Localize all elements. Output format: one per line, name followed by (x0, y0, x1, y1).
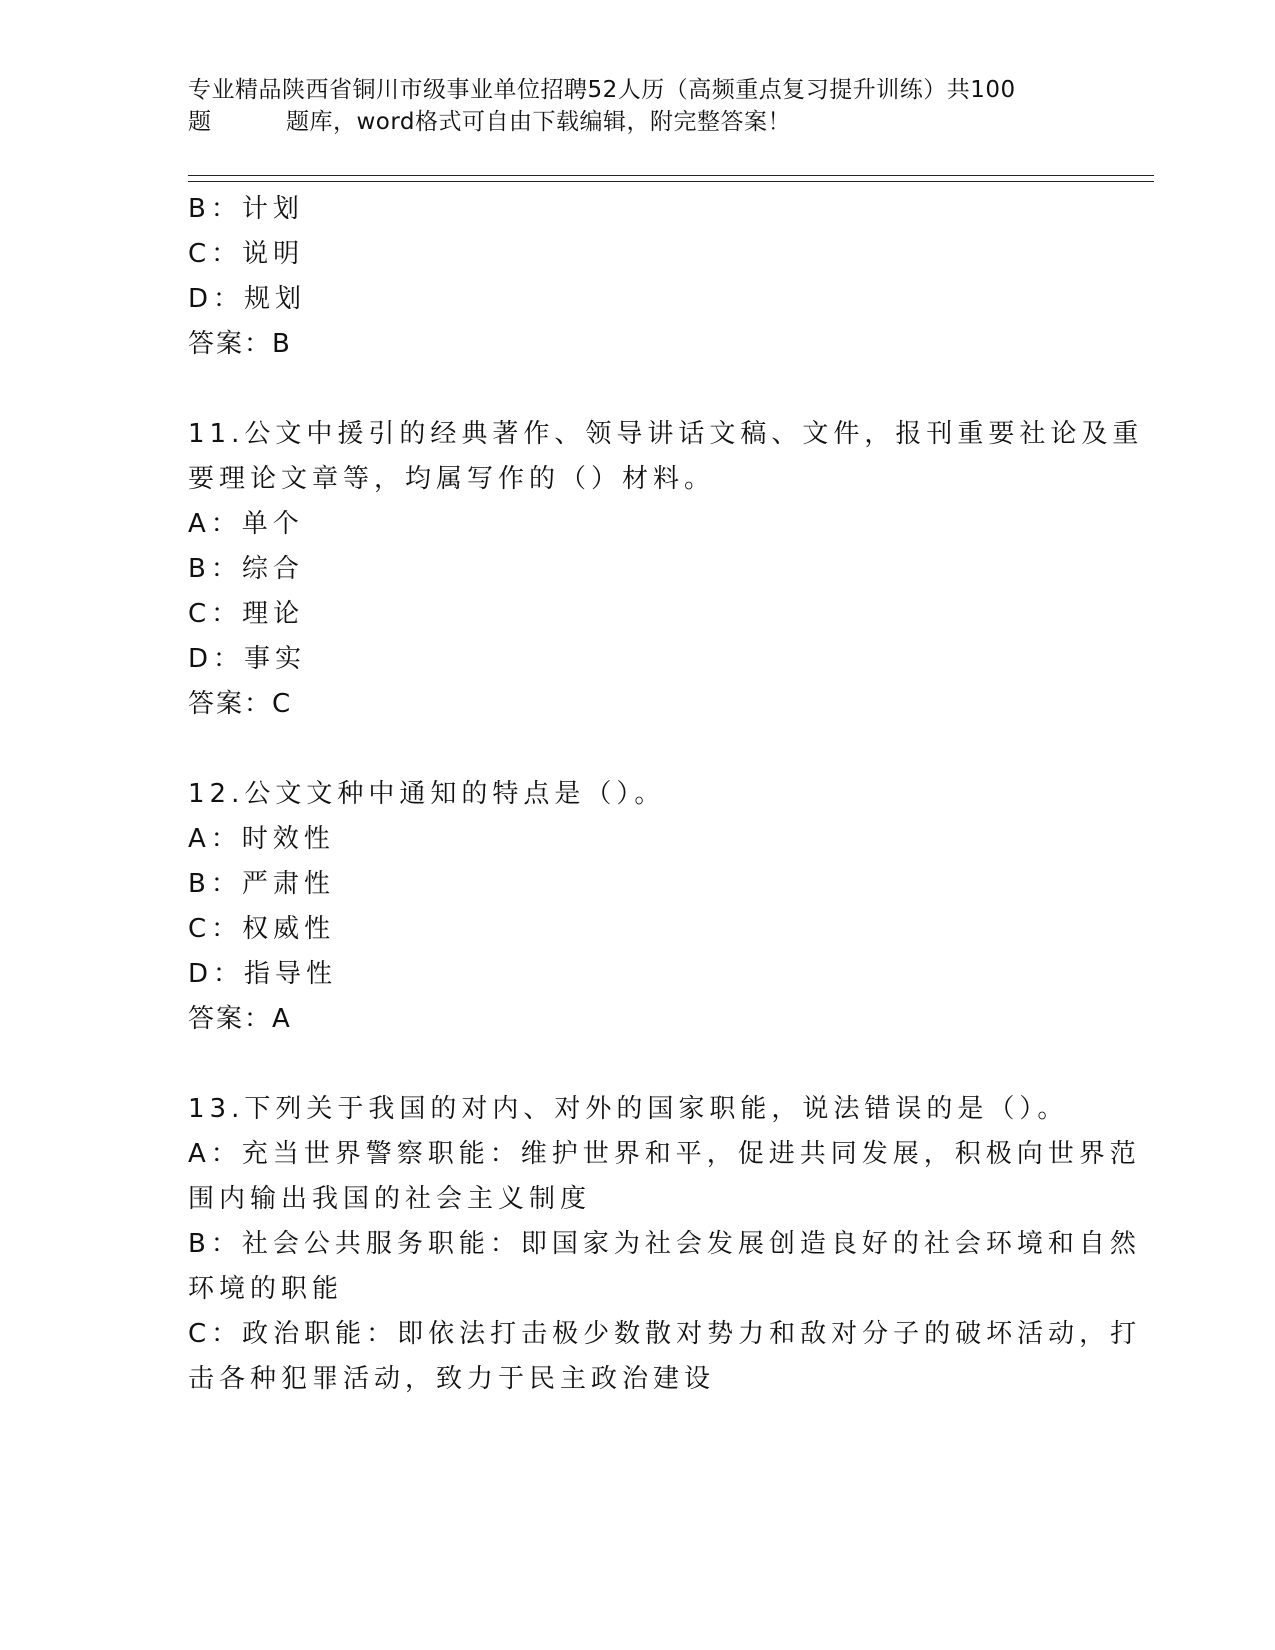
option-c: C：说明 (188, 239, 305, 269)
header-divider-bottom (188, 181, 1154, 182)
header-wrap-text: 题 (188, 109, 212, 135)
question-11-stem-cont: 要理论文章等，均属写作的（）材料。 (188, 464, 716, 494)
header-line-1 (188, 74, 1068, 106)
header-title-text: 专业精品陕西省铜川市级事业单位招聘52人历（高频重点复习提升训练）共100 (188, 77, 1016, 103)
option-c: C：理论 (188, 599, 305, 629)
answer-text: 答案：A (188, 1004, 292, 1034)
option-d: D：事实 (188, 644, 307, 674)
option-a: A：单个 (188, 509, 304, 539)
question-13-stem: 13.下列关于我国的对内、对外的国家职能，说法错误的是（）。 (188, 1094, 1069, 1124)
option-b: B：严肃性 (188, 869, 335, 899)
document-header (188, 74, 1068, 138)
answer-text: 答案：B (188, 329, 292, 359)
option-b: B：社会公共服务职能：即国家为社会发展创造良好的社会环境和自然 (188, 1229, 1141, 1259)
header-line-2 (188, 106, 1068, 138)
option-c: C：权威性 (188, 914, 336, 944)
option-b: B：计划 (188, 194, 304, 224)
option-a-cont: 围内输出我国的社会主义制度 (188, 1184, 592, 1214)
option-d: D：规划 (188, 284, 307, 314)
option-a: A：充当世界警察职能：维护世界和平，促进共同发展，积极向世界范 (188, 1139, 1141, 1169)
option-b: B：综合 (188, 554, 304, 584)
header-subtitle-text: 题库，word格式可自由下载编辑，附完整答案！ (286, 109, 792, 135)
option-d: D：指导性 (188, 959, 338, 989)
option-a: A：时效性 (188, 824, 335, 854)
question-12-stem: 12.公文文种中通知的特点是（）。 (188, 779, 666, 809)
question-11-stem: 11.公文中援引的经典著作、领导讲话文稿、文件，报刊重要社论及重 (188, 419, 1144, 449)
answer-text: 答案：C (188, 689, 293, 719)
option-c: C：政治职能：即依法打击极少数散对势力和敌对分子的破坏活动，打 (188, 1319, 1142, 1349)
option-b-cont: 环境的职能 (188, 1274, 344, 1304)
header-divider-top (188, 175, 1154, 176)
option-c-cont: 击各种犯罪活动，致力于民主政治建设 (188, 1364, 716, 1394)
